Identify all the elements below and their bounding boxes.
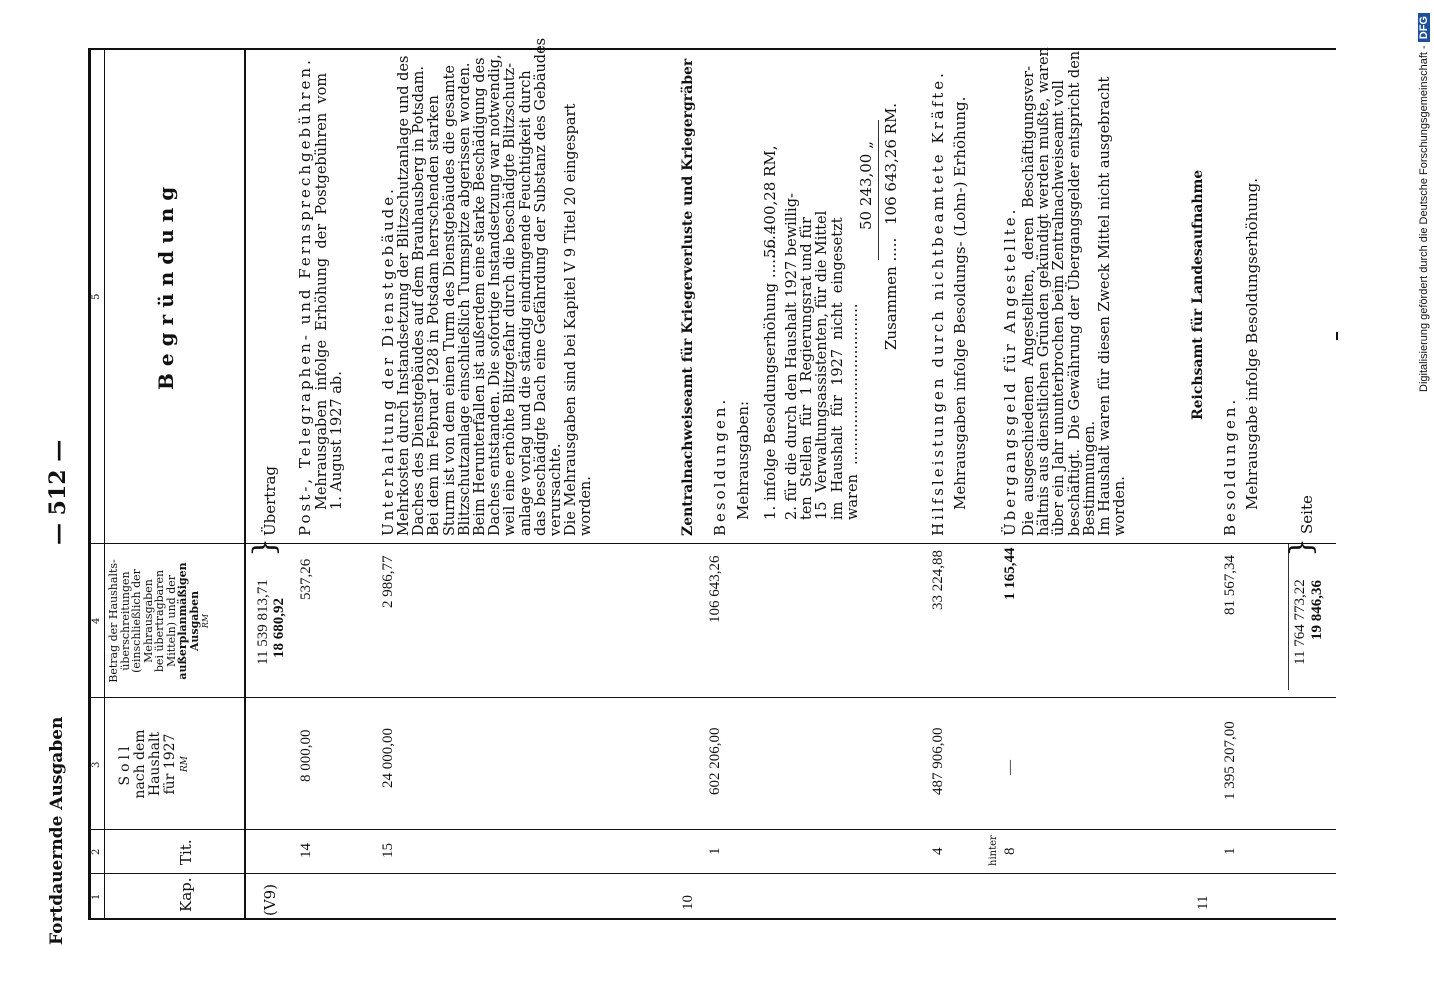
kap11-title: Reichsamt für Landesaufnahme [1190, 169, 1206, 420]
col-num-4: 4 [91, 617, 102, 624]
tit15-text: Mehrkosten durch Instandsetzung der Blitzschutzanlage und des Daches des Dienstgebäudes auf dem Brauhausberg in Potsdam. Bei dem im Februar 1928 in Potsdam herrschenden starken Sturm ist von dem einen Turm des Dienstgebäudes die gesamte Blitzschutzanlage einschließlich Turmspitze abgerissen worden. Beim Herunterfallen ist außerdem eine starke Beschädigung des Daches entstanden. Die sofortige Instandsetzung war notwendig, weil eine erhöhte Blitzgefahr durch die beschädigte Blitzschutz- anlage vorlag und die ständig eindringende Feuchtigkeit durch das beschädigte Dach eine Gefährdung der Substanz des Gebäudes verursachte. Die Mehrausgaben sind bei Kapitel V 9 Titel 20 eingespart worden. [396, 37, 595, 536]
carry-label: Übertrag [261, 465, 279, 536]
k10-tit4-text: Mehrausgaben infolge Besoldungs- (Lohn-) Erhöhung. [951, 96, 969, 510]
k10-tit4-heading: Hilfsleistungen durch nichtbeamtete Kräfte. [929, 70, 947, 536]
k11-tit1-number: 1 [1222, 847, 1238, 855]
k10-tit8-text: Die ausgeschiedenen Angestellten, deren Beschäftigungsver- hältnis aus dienstlichen Gründen gekündigt werden mußte, waren über ein Jahr ununterbrochen beim Zentralnachweiseamt voll beschäftigt. Die Gewährung der Übergangsgelder entspricht den Bestimmungen. Im Haushalt waren für diesen Zweck Mittel nicht ausgebracht worden. [1021, 47, 1129, 536]
kap10-title: Zentralnachweiseamt für Kriegerverluste und Kriegergräber [680, 58, 696, 536]
k11-tit1-betrag: 81 567,34 [1222, 555, 1238, 615]
col-num-2: 2 [91, 848, 102, 855]
k10-tit1-soll: 602 206,00 [707, 727, 723, 795]
carry-amount-bold: 18 680,92 [271, 598, 287, 658]
col-sep-6 [88, 48, 1336, 50]
column-number-rule [104, 50, 105, 920]
tit14-text: Mehrausgaben infolge Erhöhung der Postgebühren vom 1. August 1927 ab. [314, 72, 346, 510]
k10-tit4-betrag: 33 224,88 [930, 550, 946, 610]
col-sep-3 [88, 829, 1336, 830]
carry-brace: } [247, 537, 282, 557]
carry-amount: 11 539 813,71 [255, 579, 271, 665]
running-title: Fortdauernde Ausgaben [47, 716, 67, 945]
page-number: — 512 — [45, 439, 71, 545]
total-rule [1288, 544, 1289, 690]
col-num-5: 5 [91, 293, 102, 300]
tit15-soll: 24 000,00 [380, 728, 396, 788]
header-bottom-rule [244, 50, 246, 920]
k10-tit4-soll: 487 906,00 [930, 727, 946, 795]
tit14-heading: Post-, Telegraphen- und Fernsprechgebühren. [296, 57, 314, 536]
tit14-soll: 8 000,00 [298, 729, 314, 782]
k11-tit1-soll: 1 395 207,00 [1222, 721, 1238, 800]
header-begruendung: Begründung [154, 179, 178, 390]
k10-tit8-betrag: 1 165,44 [1002, 547, 1018, 600]
header-tit: Tit. [177, 839, 195, 865]
col-sep-1 [88, 918, 1336, 920]
k10-tit1-item2: 2. für die durch den Haushalt 1927 bewillig- ten Stellen für 1 Regierungsrat und für 15 Verwaltungsassistenten, für die Mittel im Haushalt für 1927 nicht eingesetzt waren ................................... [784, 193, 861, 520]
tit15-betrag: 2 986,77 [380, 555, 396, 608]
header-betrag: Betrag der Haushalts- überschreitungen (einschließlich der Mehrausgaben bei übertragbaren Mitteln) und der außerplanmäßigen Ausgaben RM [107, 559, 210, 683]
k10-tit1-betrag: 106 643,26 [707, 555, 723, 623]
col-num-3: 3 [91, 761, 102, 768]
k10-tit1-intro: Mehrausgaben: [734, 400, 752, 520]
table-top-rule [88, 50, 91, 920]
k10-sum-amount: 106 643,26 RM. [882, 102, 900, 225]
k10-sum-rule [878, 120, 879, 260]
header-soll: Soll nach dem Haushalt für 1927 RM [117, 729, 190, 799]
k10-tit8-number: 8 [1002, 847, 1018, 855]
col-sep-2 [88, 873, 1336, 874]
kap11-number: 11 [1195, 895, 1211, 910]
header-kap: Kap. [177, 877, 195, 912]
table-bottom-rule [1336, 332, 1338, 340]
k10-sum-label: Zusammen ..... [882, 237, 900, 350]
col-sep-4 [88, 697, 1336, 698]
tit15-heading: Unterhaltung der Dienstgebäude. [379, 186, 397, 536]
k10-tit1-heading: Besoldungen. [711, 396, 729, 536]
col-num-1: 1 [91, 893, 102, 900]
kap10-number: 10 [680, 895, 696, 910]
k10-tit1-number: 1 [707, 847, 723, 855]
k11-tit1-text: Mehrausgabe infolge Besoldungserhöhung. [1243, 178, 1261, 510]
k10-tit1-item2-amount: 50 243,00 „ [857, 141, 875, 230]
tit14-number: 14 [298, 843, 314, 858]
total-brace: } [1284, 537, 1319, 557]
k10-tit1-item1: 1. infolge Besoldungserhöhung .......... [761, 230, 779, 520]
k10-tit1-item1-amount: 56 400,28 RM, [761, 145, 779, 258]
k10-tit8-soll: — [1002, 760, 1018, 775]
k11-tit1-heading: Besoldungen. [1221, 396, 1239, 536]
k10-tit8-prefix: hinter [988, 835, 999, 866]
digitization-credit: Digitalisierung gefördert durch die Deutsche Forschungsgemeinschaft - DFG [1418, 13, 1431, 392]
total-amount-bold: 19 846,36 [1309, 580, 1325, 640]
k10-tit4-number: 4 [930, 847, 946, 855]
carry-kap: (V9) [261, 883, 279, 916]
dfg-logo: DFG [1418, 13, 1430, 42]
tit15-number: 15 [380, 843, 396, 858]
k10-tit8-heading: Übergangsgeld für Angestellte. [1001, 206, 1019, 536]
tit14-betrag: 537,26 [298, 558, 314, 600]
total-amount: 11 764 773,22 [1292, 579, 1308, 665]
total-label: Seite [1298, 495, 1316, 534]
